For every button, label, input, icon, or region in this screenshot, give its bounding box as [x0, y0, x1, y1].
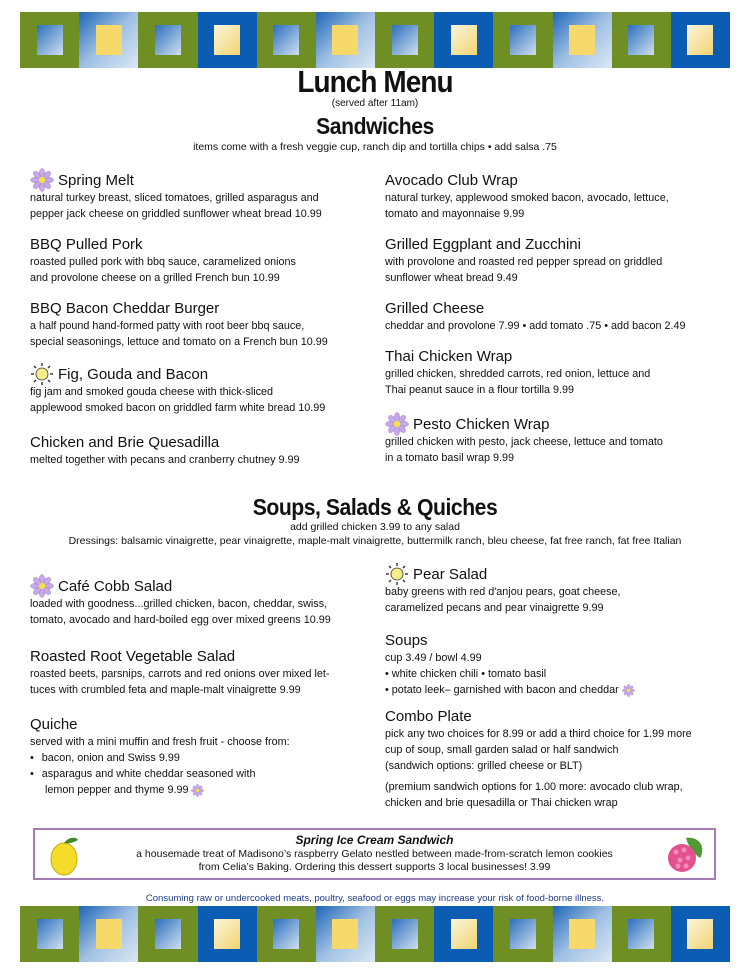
- menu-item: [385, 298, 735, 334]
- banner-tile: [79, 12, 138, 68]
- item-name: Grilled Eggplant and Zucchini: [385, 235, 581, 253]
- flower-icon: [622, 684, 635, 697]
- menu-item: [30, 364, 380, 416]
- banner-tile: [434, 12, 493, 68]
- item-desc: caramelized pecans and pear vinaigrette 9.99: [385, 602, 604, 614]
- item-name: Quiche: [30, 715, 78, 733]
- item-desc: in a tomato basil wrap 9.99: [385, 452, 515, 464]
- item-name: Combo Plate: [385, 707, 472, 725]
- banner-tile: [375, 906, 434, 962]
- banner-tile: [612, 906, 671, 962]
- item-desc: cup of soup, small garden salad or half sandwich: [385, 744, 619, 756]
- banner-tile: [20, 12, 79, 68]
- page-subtitle: (served after 11am): [331, 98, 419, 109]
- salad-note: add grilled chicken 3.99 to any salad: [290, 521, 460, 533]
- item-desc: roasted pulled pork with bbq sauce, caramelized onions: [30, 256, 296, 268]
- quiche-option: • bacon, onion and Swiss 9.99: [30, 750, 380, 766]
- banner-tile: [20, 906, 79, 962]
- banner-tile: [612, 12, 671, 68]
- item-desc: with provolone and roasted red pepper spread on griddled: [385, 256, 663, 268]
- banner-tile: [316, 12, 375, 68]
- item-desc: (sandwich options: grilled cheese or BLT): [385, 760, 583, 772]
- dessert-box: [33, 828, 716, 880]
- item-desc: loaded with goodness...grilled chicken, bacon, cheddar, swiss,: [30, 598, 328, 610]
- flower-icon: [191, 784, 204, 797]
- item-name: Spring Melt: [58, 171, 134, 189]
- banner-tile: [198, 906, 257, 962]
- banner-tile: [671, 906, 730, 962]
- menu-item: [385, 346, 735, 398]
- menu-item: [30, 432, 380, 468]
- banner-tile: [138, 906, 197, 962]
- raspberry-icon: [664, 834, 706, 876]
- item-name: Fig, Gouda and Bacon: [58, 365, 209, 383]
- banner-tile: [553, 906, 612, 962]
- soups-heading: Soups, Salads & Quiches: [252, 494, 498, 520]
- banner-tile: [257, 12, 316, 68]
- item-desc: • potato leek– garnished with bacon and cheddar: [385, 684, 619, 696]
- dessert-name: Spring Ice Cream Sandwich: [295, 833, 454, 847]
- menu-item: [30, 170, 380, 222]
- banner-tile: [316, 906, 375, 962]
- item-desc: special seasonings, lettuce and tomato on a French bun 10.99: [30, 336, 328, 348]
- page-title: Lunch Menu: [297, 64, 453, 99]
- item-desc: a half pound hand-formed patty with root beer bbq sauce,: [30, 320, 305, 332]
- quiche-option: • asparagus and white cheddar seasoned with: [30, 766, 380, 782]
- item-desc: grilled chicken, shredded carrots, red onion, lettuce and: [385, 368, 651, 380]
- banner-tile: [493, 12, 552, 68]
- item-desc: cheddar and provolone 7.99 • add tomato .75 • add bacon 2.49: [385, 320, 686, 332]
- item-name: BBQ Pulled Pork: [30, 235, 143, 253]
- item-name: Grilled Cheese: [385, 299, 485, 317]
- item-desc: grilled chicken with pesto, jack cheese, lettuce and tomato: [385, 436, 663, 448]
- lemon-icon: [47, 834, 81, 876]
- bottom-banner: [20, 906, 730, 962]
- item-desc: cup 3.49 / bowl 4.99: [385, 652, 482, 664]
- menu-item: [30, 234, 380, 286]
- menu-item: [30, 646, 380, 698]
- banner-tile: [257, 906, 316, 962]
- item-name: Soups: [385, 631, 428, 649]
- item-name: Avocado Club Wrap: [385, 171, 518, 189]
- sun-icon: [385, 562, 409, 586]
- menu-item: [30, 714, 380, 798]
- item-desc: served with a mini muffin and fresh fruit - choose from:: [30, 736, 290, 748]
- item-name: Thai Chicken Wrap: [385, 347, 513, 365]
- dessert-desc: a housemade treat of Madisono’s raspberry Gelato nestled between made-from-scratch lemon cookies: [136, 848, 613, 860]
- item-desc: melted together with pecans and cranberry chutney 9.99: [30, 454, 300, 466]
- top-banner: [20, 12, 730, 68]
- item-name: BBQ Bacon Cheddar Burger: [30, 299, 220, 317]
- item-desc: fig jam and smoked gouda cheese with thick-sliced: [30, 386, 274, 398]
- item-desc: tomato, avocado and hard-boiled egg over mixed greens 10.99: [30, 614, 331, 626]
- menu-item: [385, 706, 735, 811]
- menu-item: [385, 170, 735, 222]
- menu-item: [385, 630, 735, 698]
- item-desc: applewood smoked bacon on griddled farm white bread 10.99: [30, 402, 326, 414]
- dressings-note: Dressings: balsamic vinaigrette, pear vinaigrette, maple-malt vinaigrette, buttermilk ranch, bleu cheese, fat free ranch, fat free Italian: [68, 535, 682, 547]
- item-name: Pear Salad: [413, 565, 488, 583]
- menu-item: [30, 298, 380, 350]
- item-desc: • white chicken chili • tomato basil: [385, 668, 547, 680]
- item-name: Café Cobb Salad: [58, 577, 173, 595]
- item-name: Chicken and Brie Quesadilla: [30, 433, 220, 451]
- item-desc: pepper jack cheese on griddled sunflower wheat bread 10.99: [30, 208, 322, 220]
- menu-item: [385, 564, 735, 616]
- item-desc: roasted beets, parsnips, carrots and red onions over mixed let-: [30, 668, 330, 680]
- flower-icon: [30, 168, 54, 192]
- item-desc: natural turkey, applewood smoked bacon, avocado, lettuce,: [385, 192, 669, 204]
- sandwiches-heading: Sandwiches: [316, 113, 434, 139]
- flower-icon: [385, 412, 409, 436]
- banner-tile: [553, 12, 612, 68]
- item-desc: sunflower wheat bread 9.49: [385, 272, 518, 284]
- banner-tile: [671, 12, 730, 68]
- menu-item: [385, 414, 735, 466]
- sandwiches-note: items come with a fresh veggie cup, ranch dip and tortilla chips • add salsa .75: [193, 141, 557, 153]
- dessert-desc: from Celia’s Baking. Ordering this dessert supports 3 local businesses! 3.99: [198, 861, 551, 873]
- item-desc: tomato and mayonnaise 9.99: [385, 208, 525, 220]
- banner-tile: [79, 906, 138, 962]
- banner-tile: [434, 906, 493, 962]
- item-desc: chicken and brie quesadilla or Thai chicken wrap: [385, 797, 618, 809]
- item-desc: (premium sandwich options for 1.00 more: avocado club wrap,: [385, 781, 683, 793]
- banner-tile: [198, 12, 257, 68]
- item-desc: tuces with crumbled feta and maple-malt vinaigrette 9.99: [30, 684, 301, 696]
- menu-item: [30, 576, 380, 628]
- item-desc: and provolone cheese on a grilled French bun 10.99: [30, 272, 280, 284]
- banner-tile: [493, 906, 552, 962]
- item-desc: natural turkey breast, sliced tomatoes, grilled asparagus and: [30, 192, 319, 204]
- item-desc: baby greens with red d'anjou pears, goat cheese,: [385, 586, 621, 598]
- item-desc: Thai peanut sauce in a flour tortilla 9.99: [385, 384, 575, 396]
- flower-icon: [30, 574, 54, 598]
- sun-icon: [30, 362, 54, 386]
- banner-tile: [375, 12, 434, 68]
- menu-item: [385, 234, 735, 286]
- item-name: Pesto Chicken Wrap: [413, 415, 550, 433]
- item-name: Roasted Root Vegetable Salad: [30, 647, 236, 665]
- banner-tile: [138, 12, 197, 68]
- food-safety-warning: Consuming raw or undercooked meats, poultry, seafood or eggs may increase your risk of food-borne illness.: [145, 893, 605, 904]
- item-desc: pick any two choices for 8.99 or add a third choice for 1.99 more: [385, 728, 692, 740]
- item-desc: lemon pepper and thyme 9.99: [45, 784, 189, 796]
